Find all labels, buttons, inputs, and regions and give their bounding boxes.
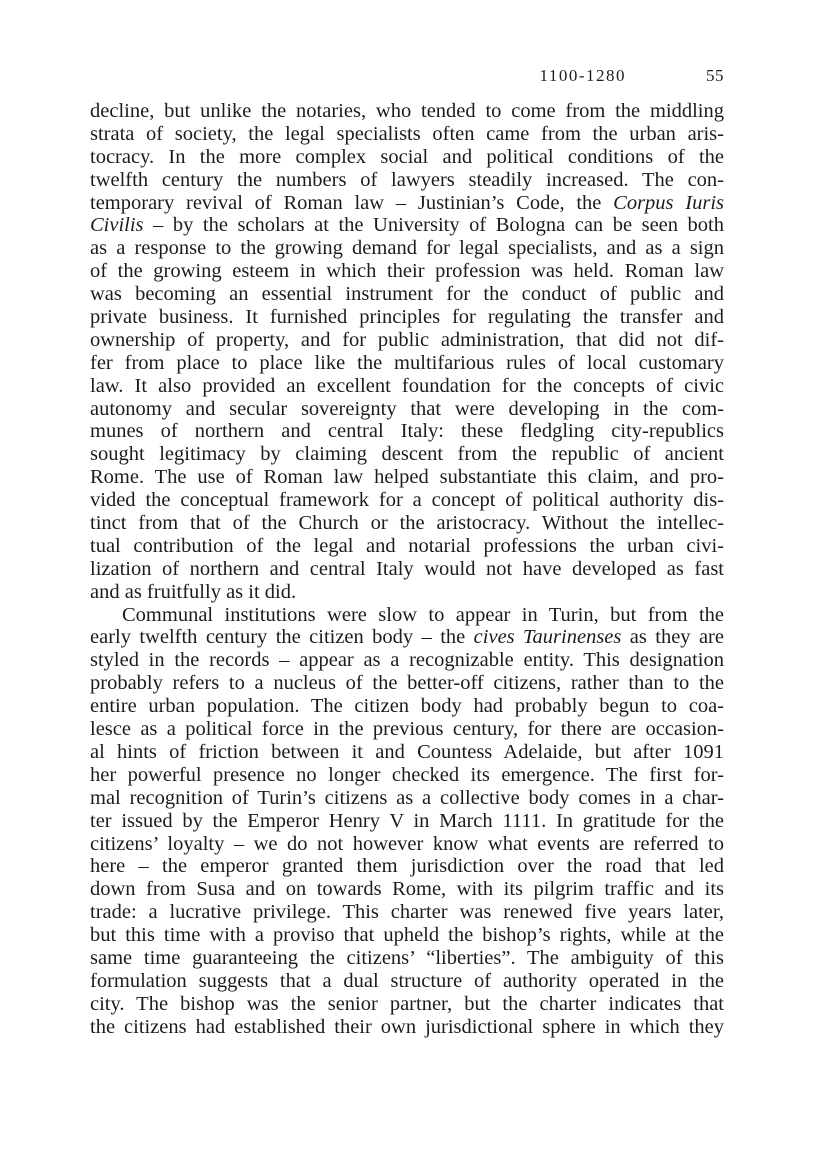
italic-text: cives Taurinenses — [473, 626, 622, 649]
text-segment: here – the emperor granted them jurisdiction over the road that led — [90, 855, 724, 878]
text-line — [90, 970, 724, 993]
running-head-section: 1100-1280 — [539, 66, 626, 85]
text-line — [90, 146, 724, 169]
text-line — [90, 649, 724, 672]
text-line — [90, 306, 724, 329]
text-line — [90, 123, 724, 146]
text-line — [90, 329, 724, 352]
text-segment: vided the conceptual framework for a concept of political authority dis- — [90, 489, 724, 512]
text-segment: decline, but unlike the notaries, who tended to come from the middling — [90, 100, 724, 122]
text-segment: fer from place to place like the multifarious rules of local customary — [90, 351, 724, 374]
text-segment: formulation suggests that a dual structure of authority operated in the — [90, 969, 724, 992]
text-segment: trade: a lucrative privilege. This charter was renewed five years later, — [90, 901, 724, 924]
italic-text: Corpus Iuris — [613, 191, 725, 214]
paragraph — [90, 100, 724, 604]
text-line — [90, 398, 724, 421]
text-segment: strata of society, the legal specialists often came from the urban aris- — [90, 122, 724, 145]
text-line — [90, 855, 724, 878]
text-line — [90, 283, 724, 306]
text-segment: law. It also provided an excellent foundation for the concepts of civic — [90, 374, 724, 397]
text-segment: ter issued by the Emperor Henry V in March 1111. In gratitude for the — [90, 809, 724, 832]
text-segment: and as fruitfully as it did. — [90, 580, 297, 603]
text-line — [90, 695, 724, 718]
text-segment: tinct from that of the Church or the aristocracy. Without the intellec- — [90, 512, 724, 535]
text-line — [90, 993, 724, 1016]
text-segment: down from Susa and on towards Rome, with its pilgrim traffic and its — [90, 878, 724, 901]
text-line — [90, 901, 724, 924]
text-segment: as a response to the growing demand for legal specialists, and as a sign — [90, 237, 724, 260]
text-line — [90, 100, 724, 123]
text-segment: tocracy. In the more complex social and political conditions of the — [90, 145, 724, 168]
text-line — [90, 237, 724, 260]
text-segment: of the growing esteem in which their profession was held. Roman law — [90, 260, 724, 283]
text-line — [90, 420, 724, 443]
text-line — [90, 924, 724, 947]
text-segment: citizens’ loyalty – we do not however know what events are referred to — [90, 832, 724, 855]
text-line — [90, 466, 724, 489]
text-segment: but this time with a proviso that upheld the bishop’s rights, while at the — [90, 924, 724, 947]
text-line — [90, 192, 724, 215]
text-line — [90, 626, 724, 649]
text-line — [90, 214, 724, 237]
text-segment: autonomy and secular sovereignty that were developing in the com- — [90, 397, 724, 420]
text-line — [90, 375, 724, 398]
text-line — [90, 604, 724, 627]
text-segment: twelfth century the numbers of lawyers steadily increased. The con- — [90, 168, 724, 191]
text-line — [90, 443, 724, 466]
text-line — [90, 764, 724, 787]
text-line — [90, 169, 724, 192]
text-line — [90, 787, 724, 810]
text-line — [90, 512, 724, 535]
text-segment: Rome. The use of Roman law helped substantiate this claim, and pro- — [90, 466, 724, 489]
text-segment: entire urban population. The citizen body had probably begun to coa- — [90, 695, 724, 718]
text-segment: lesce as a political force in the previous century, for there are occasion- — [90, 718, 724, 741]
text-line — [90, 718, 724, 741]
page-number: 55 — [706, 66, 724, 85]
text-segment: same time guaranteeing the citizens’ “liberties”. The ambiguity of this — [90, 946, 724, 969]
text-line — [90, 260, 724, 283]
text-segment: early twelfth century the citizen body – the — [90, 626, 474, 649]
text-line — [90, 672, 724, 695]
text-line — [90, 489, 724, 512]
text-line — [90, 947, 724, 970]
text-line — [90, 1016, 724, 1039]
text-segment: ownership of property, and for public administration, that did not dif- — [90, 328, 724, 351]
text-line — [90, 810, 724, 833]
body-text — [90, 100, 724, 1039]
text-line — [90, 558, 724, 581]
text-segment: tual contribution of the legal and notarial professions the urban civi- — [90, 534, 724, 557]
text-line — [90, 833, 724, 856]
text-segment: al hints of friction between it and Countess Adelaide, but after 1091 — [90, 740, 724, 763]
running-head — [90, 66, 724, 86]
text-segment: city. The bishop was the senior partner, but the charter indicates that — [90, 992, 724, 1015]
text-segment: as they are — [621, 626, 724, 649]
text-line — [90, 741, 724, 764]
text-segment: Communal institutions were slow to appear in Turin, but from the — [122, 603, 724, 626]
text-segment: lization of northern and central Italy would not have developed as fast — [90, 557, 724, 580]
text-line — [90, 535, 724, 558]
paragraph — [90, 604, 724, 1039]
text-segment: was becoming an essential instrument for the conduct of public and — [90, 283, 724, 306]
text-segment: sought legitimacy by claiming descent from the republic of ancient — [90, 443, 724, 466]
text-line — [90, 352, 724, 375]
text-segment: mal recognition of Turin’s citizens as a collective body comes in a char- — [90, 786, 724, 809]
text-line — [90, 581, 724, 604]
text-segment: her powerful presence no longer checked its emergence. The first for- — [90, 763, 724, 786]
text-segment: private business. It furnished principles for regulating the transfer and — [90, 306, 724, 329]
text-segment: temporary revival of Roman law – Justinian’s Code, the — [90, 191, 614, 214]
text-segment: munes of northern and central Italy: these fledgling city-republics — [90, 420, 724, 443]
text-segment: styled in the records – appear as a recognizable entity. This designation — [90, 649, 724, 672]
italic-text: Civilis — [90, 214, 144, 237]
text-segment: – by the scholars at the University of Bologna can be seen both — [143, 214, 724, 237]
text-segment: the citizens had established their own jurisdictional sphere in which they — [90, 1015, 724, 1038]
text-segment: probably refers to a nucleus of the better-off citizens, rather than to the — [90, 672, 724, 695]
text-line — [90, 878, 724, 901]
